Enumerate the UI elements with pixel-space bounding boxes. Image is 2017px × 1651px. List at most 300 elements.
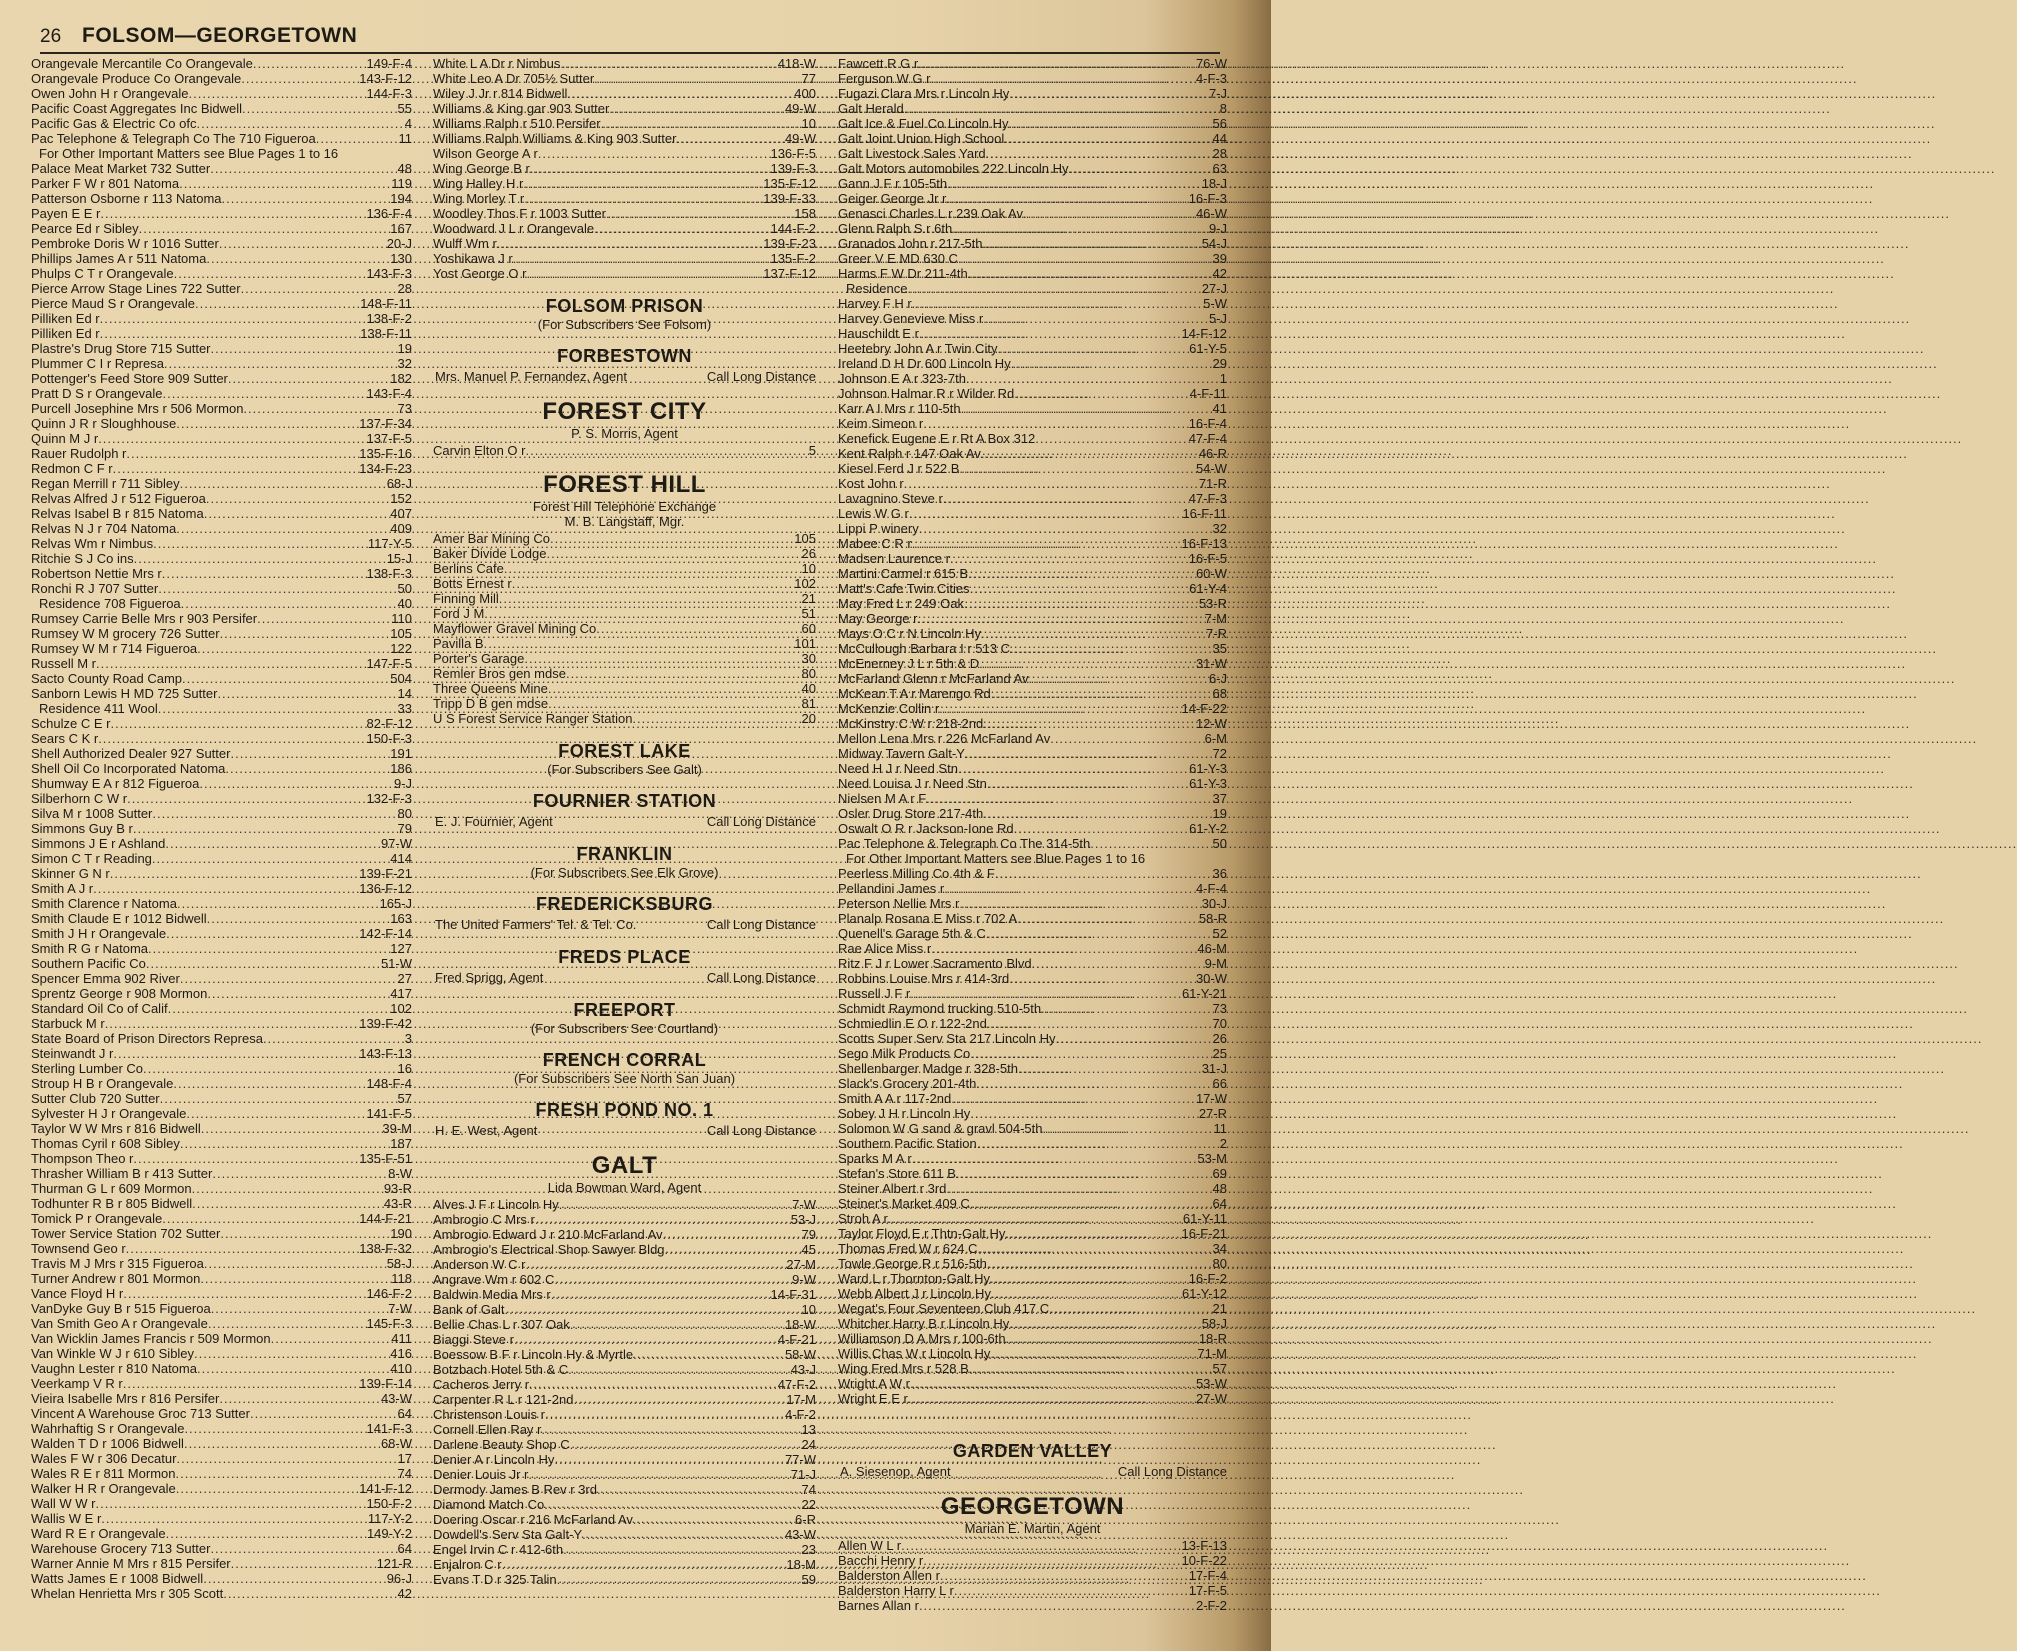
phone-number: 139-F-42 [359, 1016, 412, 1031]
leader-dots [665, 1242, 802, 1257]
phone-number: 137-F-12 [763, 266, 816, 281]
phone-number: 12-W [1195, 716, 1227, 731]
listing-name: Thrasher William B r 413 Sutter [31, 1166, 213, 1181]
phone-number: 61-Y-3 [1189, 776, 1227, 791]
leader-dots [987, 1256, 1213, 1271]
listing-name: Williams Ralph Williams & King 903 Sutter [433, 131, 677, 146]
phone-number: 64 [397, 1406, 412, 1421]
leader-dots [195, 296, 360, 311]
leader-dots [904, 476, 1199, 491]
listing-row [433, 161, 816, 176]
phone-number: 52 [1212, 926, 1227, 941]
listing-name: Wales R E r 811 Mormon [31, 1466, 176, 1481]
agent-name: A. Siesenop, Agent [840, 1464, 951, 1479]
listing-row [31, 176, 412, 191]
listing-row [31, 1586, 412, 1601]
leader-dots [123, 1286, 366, 1301]
leader-dots [152, 806, 397, 821]
phone-number: 19 [397, 341, 412, 356]
listing-name: Three Queens Mine [433, 681, 548, 696]
phone-number: 73 [397, 401, 412, 416]
listing-row [433, 651, 816, 666]
listing-name: Engel Irvin C r 412-6th [433, 1542, 564, 1557]
listing-row [838, 716, 1227, 731]
leader-dots [110, 866, 360, 881]
listing-name: Biaggi Steve r [433, 1332, 514, 1347]
listing-name: Sanborn Lewis H MD 725 Sutter [31, 686, 218, 701]
listing-name: Peerless Milling Co 4th & F [838, 866, 995, 881]
leader-dots [512, 576, 795, 591]
listing-row [838, 686, 1227, 701]
leader-dots [241, 281, 398, 296]
leader-dots [968, 566, 1196, 581]
leader-dots [557, 1572, 802, 1587]
leader-dots [538, 146, 771, 161]
phone-number: 8 [1219, 101, 1227, 116]
leader-dots [113, 461, 360, 476]
leader-dots [207, 911, 391, 926]
phone-number: 70 [1212, 1016, 1227, 1031]
listing-row [433, 1287, 816, 1302]
section-title: GALT [591, 1152, 658, 1179]
listing-name: Woodley Thos F r 1003 Sutter [433, 206, 606, 221]
listing-row [838, 1241, 1227, 1256]
phone-number: 1 [1219, 371, 1227, 386]
leader-dots [243, 401, 397, 416]
listing-name: Oswalt O R r Jackson-Ione Rd [838, 821, 1014, 836]
listing-row [31, 1106, 412, 1121]
phone-number: 42 [1212, 266, 1227, 281]
listing-row [838, 326, 1227, 341]
listing-name: Whitcher Harry B r Lincoln Hy [838, 1316, 1010, 1331]
leader-dots [208, 1316, 367, 1331]
leader-dots [126, 1241, 360, 1256]
listing-name: Denier Louis Jr r [433, 1467, 529, 1482]
listing-row [433, 1437, 816, 1452]
listing-name: Pottenger's Feed Store 909 Sutter [31, 371, 228, 386]
listing-row [31, 1061, 412, 1076]
listing-row [838, 116, 1227, 131]
phone-number: 46-M [1197, 941, 1227, 956]
listing-name: Steiner's Market 409 C [838, 1196, 970, 1211]
phone-number: 130 [390, 251, 412, 266]
agent-line [433, 1123, 816, 1139]
listing-row [31, 881, 412, 896]
phone-number: 76-W [1195, 56, 1227, 71]
listing-row [31, 161, 412, 176]
listing-row [31, 911, 412, 926]
phone-number: 71-J [790, 1467, 816, 1482]
phone-number: 16-F-13 [1181, 536, 1227, 551]
listing-name: Owen John H r Orangevale [31, 86, 189, 101]
listing-name: Standard Oil Co of Calif [31, 1001, 168, 1016]
leader-dots [632, 711, 801, 726]
phone-number: 79 [801, 1227, 816, 1242]
leader-dots [958, 251, 1213, 266]
leader-dots [184, 1421, 366, 1436]
listing-name: Anderson W C r [433, 1257, 526, 1272]
leader-dots [923, 416, 1188, 431]
leader-dots [970, 1106, 1199, 1121]
listing-row [433, 1557, 816, 1572]
phone-number: 5 [808, 443, 816, 458]
phone-number: 117-Y-5 [367, 536, 412, 551]
phone-number: 4-F-4 [1195, 881, 1227, 896]
listing-row [31, 1376, 412, 1391]
listing-row [433, 561, 816, 576]
phone-number: 17-F-5 [1188, 1583, 1227, 1598]
phone-number: 9-J [1208, 221, 1227, 236]
listing-row [838, 626, 1227, 641]
phone-number: 42 [397, 1586, 412, 1601]
listing-name: Wahrhaftig S r Orangevale [31, 1421, 185, 1436]
listing-name: Ireland D H Dr 600 Lincoln Hy [838, 356, 1011, 371]
listing-row [31, 206, 412, 221]
listing-row [31, 581, 412, 596]
listing-row [838, 1046, 1227, 1061]
listing-row [31, 821, 412, 836]
listing-row [838, 476, 1227, 491]
listing-row [31, 656, 412, 671]
listing-name: Simon C T r Reading [31, 851, 152, 866]
listing-row [838, 1136, 1227, 1151]
listing-name: Smith R G r Natoma [31, 941, 149, 956]
listing-row [31, 1181, 412, 1196]
leader-dots [173, 1076, 366, 1091]
listing-row [838, 881, 1227, 896]
leader-dots [165, 836, 381, 851]
listing-name: Ronchi R J 707 Sutter [31, 581, 159, 596]
listing-row [31, 1526, 412, 1541]
leader-dots [908, 1391, 1196, 1406]
phone-number: 11 [398, 131, 412, 146]
phone-number: 149-Y-2 [366, 1526, 412, 1541]
listing-name: Ambrogio Edward J r 210 McFarland Av [433, 1227, 663, 1242]
section-heading [433, 398, 816, 441]
section-heading [433, 1049, 816, 1086]
phone-number: 28 [1212, 146, 1227, 161]
leader-dots [263, 1031, 405, 1046]
leader-dots [633, 1512, 795, 1527]
leader-dots [917, 611, 1204, 626]
listing-row [838, 71, 1227, 86]
listing-name: Relvas Alfred J r 512 Figueroa [31, 491, 206, 506]
listing-row [433, 1407, 816, 1422]
listing-row [838, 446, 1227, 461]
listing-row [31, 986, 412, 1001]
phone-number: 43-R [383, 1196, 412, 1211]
listing-row [838, 1211, 1227, 1226]
column-2 [433, 56, 816, 1587]
listing-name: Sylvester H J r Orangevale [31, 1106, 187, 1121]
section-subtitle: (For Subscribers See North San Juan) [513, 1071, 736, 1086]
listing-name: Christenson Louis r [433, 1407, 545, 1422]
phone-number: 138-F-2 [366, 311, 412, 326]
section-heading [838, 1493, 1227, 1536]
phone-number: 59 [801, 1572, 816, 1587]
listing-name: Walden T D r 1006 Bidwell [31, 1436, 184, 1451]
listing-row [433, 1542, 816, 1557]
listing-row [31, 851, 412, 866]
listing-name: Pacific Gas & Electric Co ofc [31, 116, 197, 131]
listing-name: Bellie Chas L r 307 Oak [433, 1317, 570, 1332]
listing-name: Spencer Emma 902 River [31, 971, 180, 986]
leader-dots [560, 56, 777, 71]
listing-row [31, 71, 412, 86]
phone-number: 5-J [1208, 311, 1227, 326]
leader-dots [970, 1046, 1212, 1061]
leader-dots [563, 1542, 801, 1557]
listing-name: Kenefick Eugene E r Rt A Box 312 [838, 431, 1036, 446]
leader-dots [200, 1271, 391, 1286]
listing-name: Wall W W r [31, 1496, 96, 1511]
leader-dots [1090, 836, 1212, 851]
phone-number: 16-F-5 [1188, 551, 1227, 566]
leader-dots [204, 506, 391, 521]
listing-name: Kiesel Ferd J r 522 B [838, 461, 960, 476]
listing-row [433, 1302, 816, 1317]
listing-name: Keim Simeon r [838, 416, 924, 431]
leader-dots [146, 956, 381, 971]
listing-name: Thompson Theo r [31, 1151, 134, 1166]
phone-number: 74 [397, 1466, 412, 1481]
leader-dots [257, 611, 391, 626]
leader-dots [166, 1526, 367, 1541]
phone-number: 53-J [790, 1212, 816, 1227]
phone-number: 50 [397, 581, 412, 596]
section-title: FRESH POND NO. 1 [535, 1100, 714, 1120]
listing-name: Carpenter R L r 121-2nd [433, 1392, 574, 1407]
phone-number: 6-R [795, 1512, 816, 1527]
listing-row [838, 1106, 1227, 1121]
listing-name: Enjalron C r [433, 1557, 502, 1572]
phone-number: 33 [397, 701, 412, 716]
listing-name: McFarland Glenn r McFarland Av [838, 671, 1029, 686]
leader-dots [1009, 116, 1213, 131]
phone-number: 68 [1212, 686, 1227, 701]
phone-number: 80 [1212, 1256, 1227, 1271]
phone-number: 138-F-11 [360, 326, 412, 341]
leader-dots [148, 941, 390, 956]
listing-row [31, 251, 412, 266]
leader-dots [1017, 911, 1199, 926]
listing-row [31, 1031, 412, 1046]
listing-row [31, 311, 412, 326]
listing-name: Orangevale Mercantile Co Orangevale [31, 56, 253, 71]
phone-number: 102 [390, 1001, 412, 1016]
listing-name: Finning Mill [433, 591, 499, 606]
phone-number: 73 [1212, 1001, 1227, 1016]
phone-number: 69 [1212, 1166, 1227, 1181]
leader-dots [594, 221, 770, 236]
leader-dots [250, 1406, 398, 1421]
listing-row [31, 671, 412, 686]
leader-dots [951, 1091, 1196, 1106]
listing-name: Matt's Cafe Twin Cities [838, 581, 970, 596]
listing-name: Whelan Henrietta Mrs r 305 Scott [31, 1586, 224, 1601]
listing-row [31, 1256, 412, 1271]
listing-name: Johnson Halmar R r Wilder Rd [838, 386, 1015, 401]
phone-number: 163 [390, 911, 412, 926]
listing-row [838, 596, 1227, 611]
listing-row [838, 296, 1227, 311]
listing-row [838, 191, 1227, 206]
listing-name: Smith Claude E r 1012 Bidwell [31, 911, 207, 926]
phone-number: 119 [391, 176, 412, 191]
listing-row [31, 86, 412, 101]
phone-number: 56 [1212, 116, 1227, 131]
leader-dots [253, 56, 367, 71]
listing-row [433, 1212, 816, 1227]
phone-number: 47-F-2 [777, 1377, 816, 1392]
section-title: FREDERICKSBURG [535, 894, 713, 914]
leader-dots [211, 1301, 388, 1316]
listing-name: Walker H R r Orangevale [31, 1481, 176, 1496]
leader-dots [525, 1257, 786, 1272]
listing-row [31, 1286, 412, 1301]
listing-row [31, 1271, 412, 1286]
listing-name: Harms F W Dr 211-4th [838, 266, 968, 281]
section-title: GEORGETOWN [940, 1493, 1125, 1520]
leader-dots [909, 506, 1183, 521]
listing-row [31, 1361, 412, 1376]
listing-name: Watts James E r 1008 Bidwell [31, 1571, 204, 1586]
phone-number: 132-F-3 [366, 791, 412, 806]
listing-name: Thomas Fred W r 624 C [838, 1241, 978, 1256]
listing-row [433, 1272, 816, 1287]
listing-name: Plummer C I r Represa [31, 356, 164, 371]
leader-dots [979, 656, 1196, 671]
listing-name: Ambrogio's Electrical Shop Sawyer Bldg [433, 1242, 665, 1257]
phone-number: 39 [1212, 251, 1227, 266]
listing-row [31, 1016, 412, 1031]
listing-name: Williamson D A Mrs r 100-6th [838, 1331, 1006, 1346]
leader-dots [204, 1256, 387, 1271]
listing-row [433, 1242, 816, 1257]
section-title: FREDS PLACE [558, 947, 691, 967]
leader-dots [1009, 971, 1196, 986]
listing-row [838, 641, 1227, 656]
column-1 [31, 56, 412, 1601]
listing-row [433, 71, 816, 86]
phone-number: 137-F-34 [359, 416, 412, 431]
listing-row [31, 1496, 412, 1511]
phone-number: 152 [390, 491, 412, 506]
listing-row [31, 1001, 412, 1016]
listing-name: Redmon C F r [31, 461, 113, 476]
listing-name: Simmons Guy B r [31, 821, 133, 836]
listing-row [838, 1583, 1227, 1598]
listing-row [31, 116, 412, 131]
phone-number: 17 [397, 1451, 412, 1466]
leader-dots [597, 1482, 802, 1497]
listing-row [31, 1541, 412, 1556]
leader-dots [601, 116, 802, 131]
leader-dots [596, 621, 801, 636]
phone-number: 16-F-2 [1188, 1271, 1227, 1286]
listing-row [838, 1598, 1227, 1613]
leader-dots [541, 1422, 801, 1437]
leader-dots [113, 1046, 359, 1061]
leader-dots [904, 101, 1220, 116]
leader-dots [919, 326, 1182, 341]
listing-row [838, 941, 1227, 956]
listing-row [31, 941, 412, 956]
listing-row [31, 1046, 412, 1061]
listing-row [838, 281, 1227, 296]
agent-line [433, 369, 816, 385]
agent-name: E. J. Fournier, Agent [435, 814, 553, 829]
section-title: GARDEN VALLEY [952, 1441, 1113, 1461]
listing-name: Granados John r 217-5th [838, 236, 983, 251]
phone-number: 18-R [1198, 1331, 1227, 1346]
listing-name: Pac Telephone & Telegraph Co The 710 Figueroa [31, 131, 316, 146]
phone-number: 25 [1212, 1046, 1227, 1061]
listing-name: Galt Herald [838, 101, 904, 116]
listing-name: Harvey F H r [838, 296, 912, 311]
leader-dots [968, 266, 1213, 281]
phone-number: 165-J [379, 896, 412, 911]
listing-name: McCullough Barbara I r 513 C [838, 641, 1010, 656]
leader-dots [182, 671, 390, 686]
phone-number: 54-W [1195, 461, 1227, 476]
phone-number: 17-W [1195, 1091, 1227, 1106]
listing-name: Gann J F r 105-5th [838, 176, 948, 191]
leader-dots [133, 1151, 359, 1166]
listing-row [433, 711, 816, 726]
leader-dots [926, 791, 1212, 806]
phone-number: 64 [397, 1541, 412, 1556]
phone-number: 40 [801, 681, 816, 696]
leader-dots [977, 1241, 1212, 1256]
phone-number: 6-J [1208, 671, 1227, 686]
listing-row [838, 656, 1227, 671]
leader-dots [573, 1392, 786, 1407]
leader-dots [919, 521, 1213, 536]
listing-name: Ferguson W G r [838, 71, 931, 86]
listing-row [433, 206, 816, 221]
listing-name: Regan Merrill r 711 Sibley [31, 476, 180, 491]
leader-dots [907, 281, 1201, 296]
leader-dots [1023, 206, 1196, 221]
leader-dots [1049, 1301, 1212, 1316]
phone-number: 411 [391, 1331, 412, 1346]
leader-dots [535, 1212, 791, 1227]
leader-dots [995, 866, 1213, 881]
listing-name: Stefan's Store 611 B [838, 1166, 956, 1181]
listing-row [838, 1181, 1227, 1196]
leader-dots [160, 1091, 398, 1106]
listing-name: Shell Authorized Dealer 927 Sutter [31, 746, 231, 761]
listing-name: Webb Albert J r Lincoln Hy [838, 1286, 991, 1301]
phone-number: 122 [390, 641, 412, 656]
leader-dots [943, 491, 1189, 506]
section-heading [433, 740, 816, 777]
phone-number: 36 [1212, 866, 1227, 881]
phone-number: 187 [390, 1136, 412, 1151]
leader-dots [947, 176, 1202, 191]
listing-row [433, 681, 816, 696]
listing-name: Bank of Galt [433, 1302, 505, 1317]
leader-dots [96, 656, 366, 671]
listing-row [433, 1227, 816, 1242]
listing-row [838, 1151, 1227, 1166]
phone-number: 134-F-23 [359, 461, 412, 476]
leader-dots [923, 1553, 1181, 1568]
listing-name: Karr A I Mrs r 110-5th [838, 401, 961, 416]
listing-name: Ritz F J r Lower Sacramento Blvd [838, 956, 1032, 971]
listing-name: Lippi P winery [838, 521, 919, 536]
